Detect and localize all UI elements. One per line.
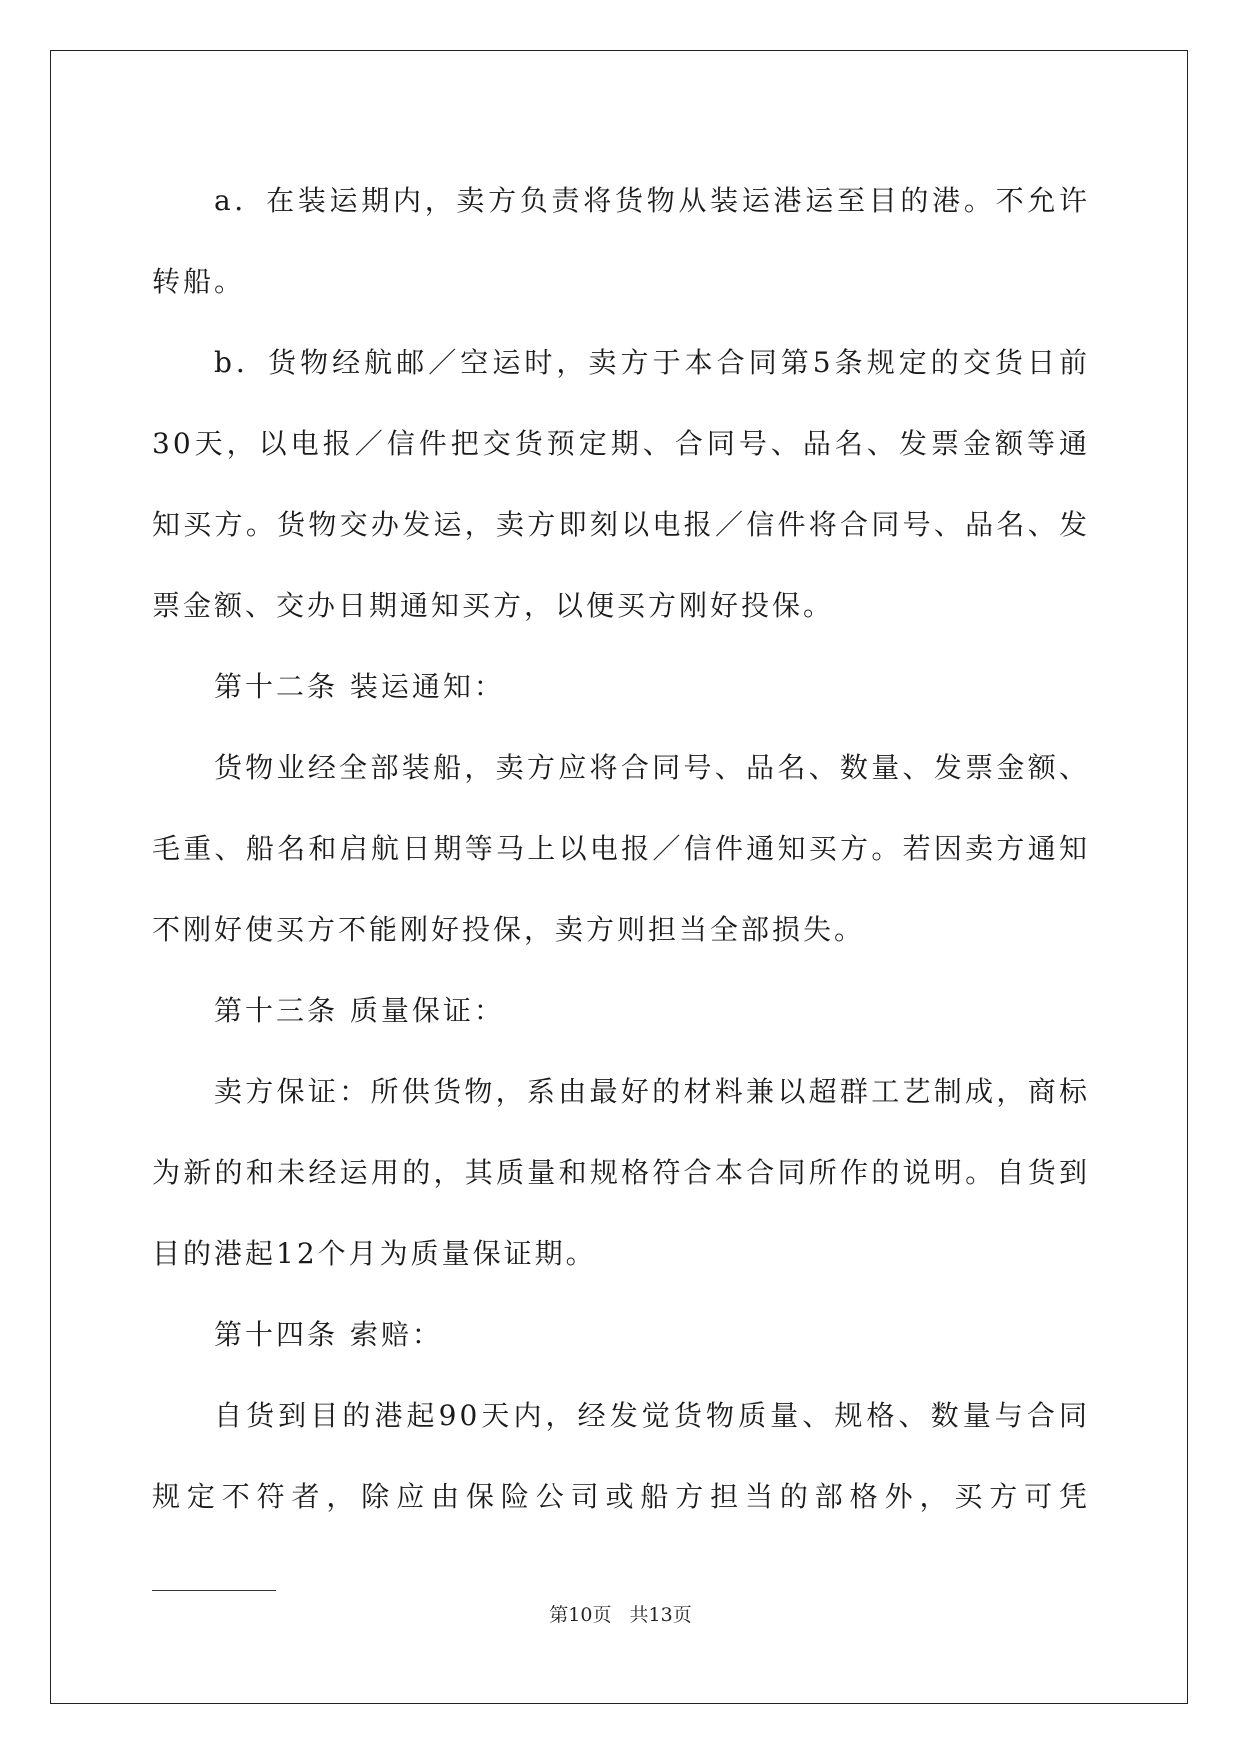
page-footer	[0, 1600, 1241, 1627]
article-14-body	[152, 1375, 1090, 1618]
page-total: 共13页	[629, 1604, 692, 1626]
article-13-heading: 第十三条 质量保证：	[214, 994, 505, 1027]
paragraph-shipping-b: b．货物经航邮／空运时，卖方于本合同第5条规定的交货日前30天，以电报／信件把交货预定期、合同号、品名、发票金额等通知买方。货物交办发运，卖方即刻以电报／信件将合同号、品名、发票金额、交办日期通知买方，以便买方刚好投保。	[152, 346, 1090, 622]
article-14-text: 自货到目的港起90天内，经发觉货物质量、规格、数量与合同规定不符者，除应由保险公司或船方担当的部格外，买方可凭	[152, 1399, 1090, 1513]
paragraph-shipping-a: a．在装运期内，卖方负责将货物从装运港运至目的港。不允许转船。	[152, 184, 1090, 298]
fill-in-blank	[152, 1562, 276, 1591]
document-body	[152, 160, 1090, 1618]
article-12-heading: 第十二条 装运通知：	[214, 670, 505, 703]
article-12-body: 货物业经全部装船，卖方应将合同号、品名、数量、发票金额、毛重、船名和启航日期等马上以电报／信件通知买方。若因卖方通知不刚好使买方不能刚好投保，卖方则担当全部损失。	[152, 751, 1090, 946]
page-number: 第10页	[549, 1604, 612, 1626]
article-13-body: 卖方保证：所供货物，系由最好的材料兼以超群工艺制成，商标为新的和未经运用的，其质量和规格符合本合同所作的说明。自货到目的港起12个月为质量保证期。	[152, 1075, 1090, 1270]
article-14-heading: 第十四条 索赔：	[214, 1318, 443, 1351]
